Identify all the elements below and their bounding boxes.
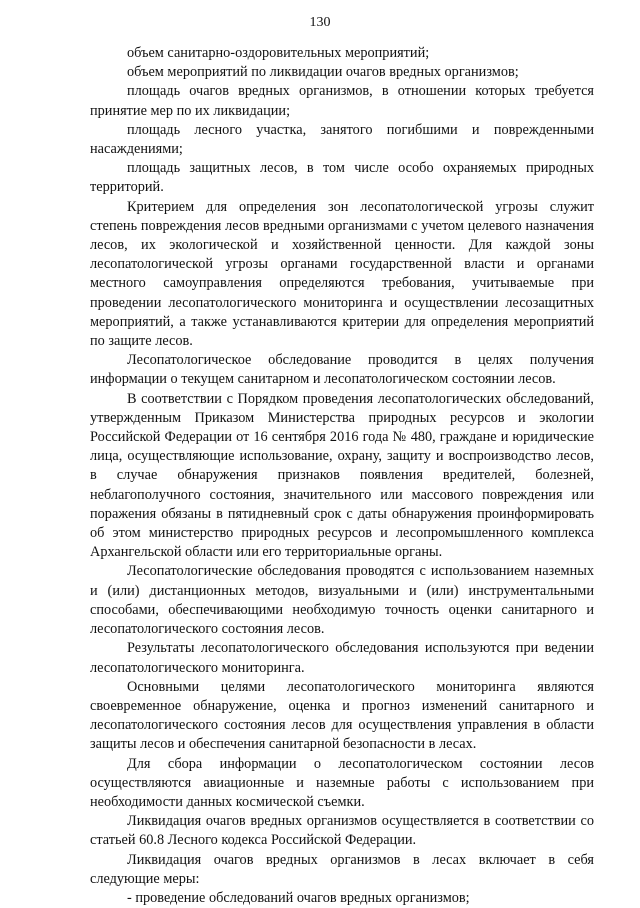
paragraph-10: Результаты лесопатологического обследования используются при ведении лесопатологического мониторинга. bbox=[90, 640, 594, 676]
paragraph-13: Ликвидация очагов вредных организмов осуществляется в соответствии со статьей 60.8 Лесного кодекса Российской Федерации. bbox=[90, 813, 594, 849]
page-number: 130 bbox=[309, 15, 331, 30]
paragraph-7: Лесопатологическое обследование проводится в целях получения информации о текущем санитарном и лесопатологическом состоянии лесов. bbox=[90, 352, 594, 388]
paragraph-8: В соответствии с Порядком проведения лесопатологических обследований, утвержденным Приказом Министерства природных ресурсов и экологии Российской Федерации от 16 сентября 2016 года № 480, граждане и юридические лица, осуществляющие использование, охрану, защиту и воспроизводство лесов, в случае обнаружения признаков появления вредителей, болезней, неблагополучного состояния, значительного или массового повреждения или поражения обязаны в пятидневный срок с даты обнаружения проинформировать об этом министерство природных ресурсов и лесопромышленного комплекса Архангельской области или его территориальные органы. bbox=[90, 390, 594, 561]
paragraph-6: Критерием для определения зон лесопатологической угрозы служит степень повреждения лесов вредными организмами с учетом целевого назначения лесов, их экологической и хозяйственной ценности. Для каждой зоны лесопатологической угрозы органами государственной власти и органами местного самоуправления определяются требования, учитываемые при проведении лесопатологического мониторинга и осуществлении лесозащитных мероприятий, а также устанавливаются критерии для определения мероприятий по защите лесов. bbox=[90, 198, 594, 350]
paragraph-2: объем мероприятий по ликвидации очагов вредных организмов; bbox=[127, 64, 519, 81]
paragraph-12: Для сбора информации о лесопатологическом состоянии лесов осуществляются авиационные и наземные работы с использованием при необходимости данных космической съемки. bbox=[90, 755, 594, 810]
paragraph-1: объем санитарно-оздоровительных мероприятий; bbox=[127, 45, 430, 61]
paragraph-11: Основными целями лесопатологического мониторинга являются своевременное обнаружение, оценка и прогноз изменений санитарного и лесопатологического состояния лесов для осуществления управления в области защиты лесов и обеспечения санитарной безопасности в лесах. bbox=[90, 678, 594, 753]
paragraph-9: Лесопатологические обследования проводятся с использованием наземных и (или) дистанционных методов, визуальными и (или) инструментальными способами, обеспечивающими необходимую точность оценки санитарного и лесопатологического состояния лесов. bbox=[90, 563, 594, 638]
paragraph-5: площадь защитных лесов, в том числе особо охраняемых природных территорий. bbox=[90, 160, 594, 196]
paragraph-4: площадь лесного участка, занятого погибшими и поврежденными насаждениями; bbox=[90, 121, 594, 158]
paragraph-14: Ликвидация очагов вредных организмов в лесах включает в себя следующие меры: bbox=[90, 851, 594, 887]
paragraph-3: площадь очагов вредных организмов, в отношении которых требуется принятие мер по их ликвидации; bbox=[90, 83, 594, 119]
paragraph-15: - проведение обследований очагов вредных организмов; bbox=[127, 889, 470, 906]
page-body bbox=[90, 44, 594, 908]
